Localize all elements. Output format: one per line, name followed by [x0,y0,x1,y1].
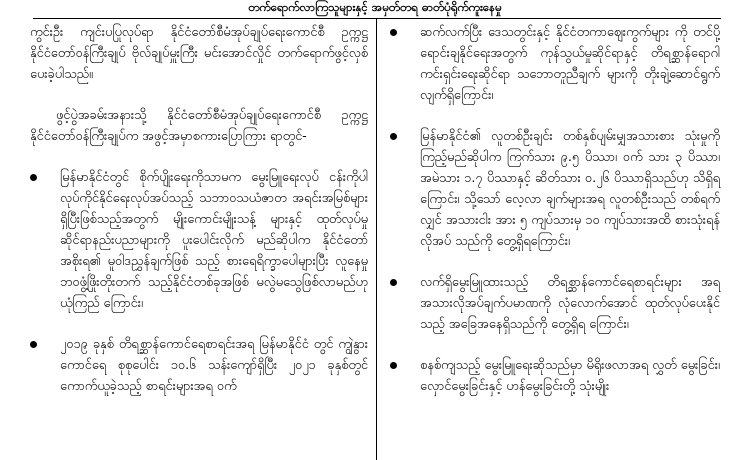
left-column [30,22,368,417]
bullet-icon [390,279,397,286]
bullet-item [390,355,720,397]
bullet-item [390,22,720,106]
bullet-text: မြန်မာနိုင်ငံ၏ လူတစ်ဦးချင်း တစ်နှစ်ပျမ်းမျှအသားစား သုံးမှုကို ကြည့်မည်ဆိုပါက ကြက်သား ၉.၅ ပိဿာ၊ ဝက် သား ၃ ပိဿာ၊ အမဲသား ၁.၇ ပိဿာနှင့် ဆိတ်သား ၀.၂၆ ပိဿာရှိသည်ဟု သိရှိရကြောင်း၊ သို့သော် လေ့လာ ချက်များအရ လူတစ်ဦးသည် တစ်ရက်လျှင် အသားငါး အား ၅ ကျပ်သားမှ ၁၀ ကျပ်သားအထိ စားသုံးရန် လိုအပ် သည်ကို တွေ့ရှိရကြောင်း၊ [420,129,720,249]
bullet-item [390,126,720,252]
right-column [390,22,720,417]
bullet-icon [390,29,397,36]
page-heading: တက်ရောက်လာကြသူများနှင့် အမှတ်တရ ဓာတ်ပုံရိုက်ကူးနေမှု [248,0,502,14]
bullet-item [30,167,368,314]
bullet-text: စနစ်ကျသည့် မွေးမြူရေးဆိုသည်မှာ မိရိုးဖလာအရ လွှတ် မွေးခြင်း၊ လှောင်မွေးခြင်းနှင့် ဟန်မွေးခြင်းတို့ သုံးမျိုး [420,358,720,394]
bullet-icon [390,362,397,369]
bullet-text: လက်ရှိမွေးမြူထားသည့် တိရစ္ဆာန်ကောင်ရေစာရင်းများ အရ အသားလိုအပ်ချက်ပမာဏကို လုံလောက်အောင် ထုတ်လုပ်ပေးနိုင်သည့် အခြေအနေရှိသည်ကို တွေ့ရှိရ ကြောင်း၊ [420,275,720,332]
bullet-text: ၂၀၁၉ ခုနှစ် တိရစ္ဆာန်ကောင်ရေစာရင်းအရ မြန်မာနိုင်ငံ တွင် ကျွဲနွားကောင်ရေ စုစုပေါင်း ၁၀.၆ သန်းကျော်ရှိပြီး ၂၀၂၁ ခုနှစ်တွင် ကောက်ယူခဲ့သည့် စာရင်းများအရ ဝက် [60,337,368,394]
bullet-text: ဆက်လက်ပြီး ဒေသတွင်းနှင့် နိုင်ငံတကာဈေးကွက်များ ကို တင်ပို့ရောင်းချနိုင်ရေးအတွက် ကုန်သွယ်မှုဆိုင်ရာနှင့် တိရစ္ဆာန်ရောဂါကင်းရှင်းရေးဆိုင်ရာ သဘောတူညီချက် များကို တိုးချဲ့ဆောင်ရွက်လျက်ရှိကြောင်း၊ [420,25,720,103]
column-divider [376,19,377,460]
bullet-item [30,334,368,397]
intro-paragraph: ကွင်းဦး ကျင်းပပြုလုပ်ရာ နိုင်ငံတော်စီမံအုပ်ချုပ်ရေးကောင်စီ ဥက္ကဋ္ဌ နိုင်ငံတော်ဝန်ကြီးချုပ် ဗိုလ်ချုပ်မှူးကြီး မင်းအောင်လှိုင် တက်ရောက်ဖွင့်လှစ်ပေးခဲ့ပါသည်။ [30,25,368,82]
bullet-icon [30,174,37,181]
bullet-text: မြန်မာနိုင်ငံတွင် စိုက်ပျိုးရေးကိုသာမက မွေးမြူရေးလုပ် ငန်းကိုပါ လုပ်ကိုင်နိုင်ရေးလုပ်အပ်သည့် သဘာဝသယံဇာတ အရင်းအမြစ်များရှိပြီးဖြစ်သည့်အတွက် မျိုးကောင်းမျိုးသန့် များနှင့် ထုတ်လုပ်မှုဆိုင်ရာနည်းပညာများကို ပူးပေါင်းလိုက် မည်ဆိုပါက နိုင်ငံတော်အစိုးရ၏ မူဝါဒညွှန်ချက်ဖြစ် သည့် စားရေရိက္ခာပေါများပြီး လူနေမှုဘဝဖွံ့ဖြိုးတိုးတက် သည့်နိုင်ငံတစ်ခုအဖြစ် မလွဲမသွေဖြစ်လာမည်ဟု ယုံကြည် ကြောင်း၊ [60,170,368,311]
speech-intro-paragraph: ဖွင့်ပွဲအခမ်းအနားသို့ နိုင်ငံတော်စီမံအုပ်ချုပ်ရေးကောင်စီ ဥက္ကဋ္ဌ နိုင်ငံတော်ဝန်ကြီးချုပ်က အဖွင့်အမှာစကားပြောကြား ရာတွင်- [30,108,368,144]
bullet-icon [390,133,397,140]
bullet-item [390,272,720,335]
header-rule [33,18,721,19]
bullet-icon [30,341,37,348]
